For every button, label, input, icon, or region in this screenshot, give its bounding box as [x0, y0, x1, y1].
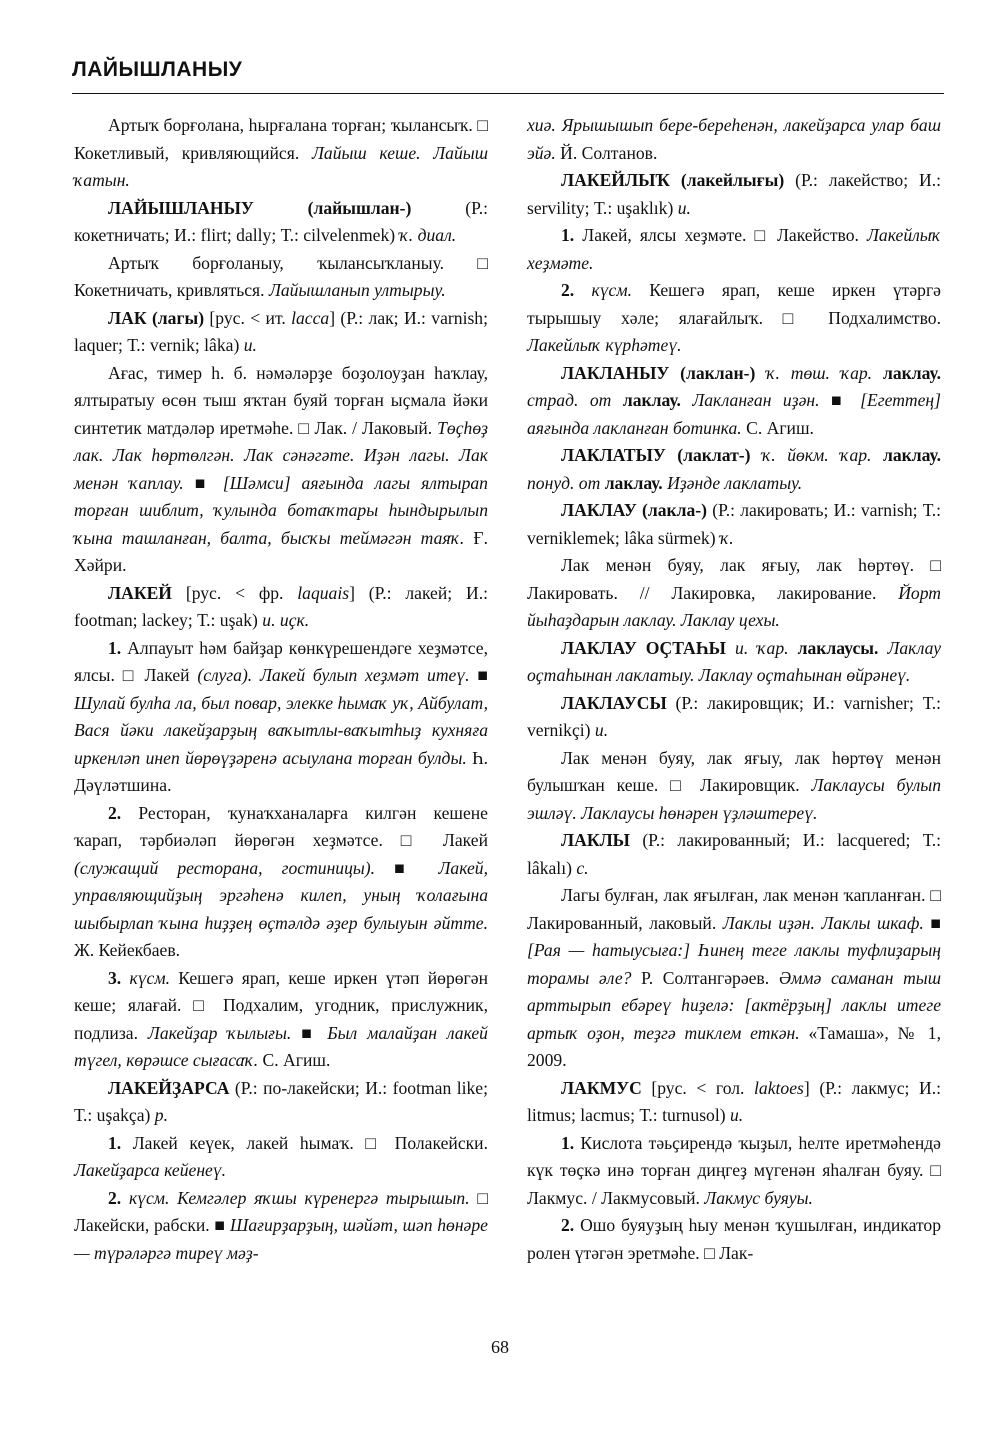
text-run: [рус. < фр. — [172, 582, 298, 603]
dictionary-paragraph — [527, 1212, 941, 1267]
bold-text: 3. — [108, 967, 122, 988]
text-run — [169, 1188, 177, 1208]
bold-text: ЛАК (лагы) — [108, 307, 205, 328]
italic-text: Лакмус буяуы. — [704, 1187, 813, 1208]
text-run: Лак менән буяу, лак яғыу, лак һөртөү. □ Лакировать. // Лакировка, лакирование. — [527, 555, 941, 603]
dictionary-paragraph — [527, 745, 941, 828]
italic-text: күсм. — [128, 1187, 170, 1208]
dictionary-paragraph — [527, 882, 941, 1075]
text-run: Артыҡ борғолана, һырғалана торған; ҡылансыҡ. □ Кокетливый, кривляющийся. — [74, 115, 488, 163]
text-run: Лакей, ялсы хеҙмәте. □ Лакейство. — [574, 225, 868, 245]
text-run — [789, 638, 798, 658]
text-run: □ Лакейски, рабски. — [74, 1187, 489, 1235]
text-run — [871, 445, 883, 465]
bold-text: ■ — [301, 1022, 318, 1043]
bold-text: 2. — [108, 802, 122, 823]
text-run: ] (Р.: лак; И.: varnish; laquer; Т.: vernik; lâka) — [74, 307, 488, 355]
bold-text: 2. — [108, 1187, 122, 1208]
text-run — [121, 968, 129, 988]
dictionary-paragraph — [74, 580, 488, 635]
text-run — [574, 280, 591, 300]
italic-text: [Рая — һатыусыға:] Һинең теге лаклы туфлиҙарың торамы әле? — [527, 940, 941, 988]
text-run: Лакей кеүек, лакей һымаҡ. □ Полакейски. — [121, 1132, 488, 1153]
dictionary-paragraph — [527, 442, 941, 497]
italic-text: laktoes — [754, 1077, 804, 1098]
right-column — [527, 112, 941, 1267]
text-run: Ж. Кейекбаев. — [74, 940, 181, 960]
italic-text: Лаклы иҙән. Лаклы шкаф. — [722, 912, 931, 933]
italic-text: Лакейлыҡ хеҙмәте. — [527, 225, 941, 273]
bold-text: ■ — [830, 390, 849, 410]
italic-text: (служащий ресторана, гостиницы). — [74, 857, 395, 878]
italic-text: Шағирҙарҙың, шәйәт, шәп һөнәре — түрәләргә тиреү мәҙ- — [74, 1215, 488, 1263]
bold-text: лаклау. — [882, 362, 941, 383]
text-run — [872, 363, 883, 383]
text-run: С. Агиш. — [741, 417, 814, 438]
italic-text: Лакейлыҡ күрһәтеү. — [527, 335, 682, 355]
text-run — [726, 638, 735, 658]
bold-text: 1. — [561, 225, 575, 245]
dictionary-paragraph — [74, 360, 488, 580]
bold-text: ЛАКЛАТЫУ (лаклат-) — [561, 445, 751, 465]
dictionary-paragraph — [527, 360, 941, 443]
text-run — [121, 1188, 129, 1208]
dictionary-paragraph — [74, 1185, 488, 1268]
bold-text: лаклаусы. — [797, 637, 879, 658]
italic-text: [Шәмси] аяғында лагы ялтырап торған шиблит, ҡулында ботаҡтары һындырылып ҡына ташланған, балта, бысҡы теймәгән таяҡ. — [74, 472, 488, 548]
text-run: Ғ. Хәйри. — [74, 527, 488, 575]
italic-text: Лайышланып ултырыу. — [268, 280, 446, 300]
bold-text: ■ — [214, 1215, 226, 1235]
italic-text: laquais — [297, 582, 350, 603]
text-run: [рус. < гол. — [641, 1077, 755, 1098]
bold-text: ■ — [477, 665, 488, 685]
text-run: [рус. < ит. — [204, 307, 292, 328]
italic-text: и. ҡар. — [735, 637, 789, 658]
text-run: Ағас, тимер һ. б. нәмәләрҙе боҙолоуҙан һаҡлау, ялтыратыу өсөн тыш яҡтан буяй торған ыҫмала йәки синтетик матдәләр иретмәһе. □ Лак. / Лаковый. — [74, 362, 488, 438]
text-run: Алпауыт һәм байҙар көнкүрешендәге хеҙмәтсе, ялсы. □ Лакей — [74, 637, 488, 685]
italic-text: и. — [243, 335, 257, 355]
text-run — [820, 390, 831, 410]
italic-text: Иҙәнде лаклатыу. — [667, 472, 803, 493]
text-run: Лак менән буяу, лак яғыу, лак һөртөү менән булышҡан кеше. □ Лакировщик. — [527, 747, 941, 795]
italic-text: Лаклау оҫтаһынан лаклатыу. Лаклау оҫтаһынан өйрәнеү. — [527, 637, 942, 685]
italic-text: и. — [730, 1105, 744, 1125]
dictionary-paragraph — [527, 497, 941, 552]
bold-text: ЛАЙЫШЛАНЫУ (лайышлан-) — [108, 197, 412, 218]
dictionary-paragraph — [527, 1130, 941, 1213]
text-run: (Р.: лакировщик; И.: varnisher; Т.: vernikçi) — [527, 692, 941, 740]
text-run — [611, 390, 622, 410]
text-run: ] (Р.: лакей; И.: footman; lackey; Т.: uşak) — [74, 582, 488, 630]
italic-text: Лакланған иҙән. — [692, 390, 820, 410]
header-rule — [72, 93, 944, 94]
text-run: Й. Солтанов. — [555, 142, 658, 163]
italic-text: Лакейҙар ҡылығы. — [147, 1022, 302, 1043]
italic-text: ҡ. йөкм. ҡар. — [762, 445, 872, 465]
text-run: Һ. Дәүләтшина. — [74, 747, 489, 795]
bold-text: лаклау. — [604, 472, 663, 493]
bold-text: ЛАКЛАУ (лакла-) — [561, 500, 708, 520]
italic-text: страд. от — [527, 390, 612, 410]
dictionary-paragraph — [74, 635, 488, 800]
text-run: Кешегә ярап, кеше иркен үтәп йөрөгән кеше; ялағай. □ Подхалим, угодник, прислужник, подлиза. — [74, 967, 488, 1043]
bold-text: лаклау. — [622, 390, 681, 410]
italic-text: и. — [594, 720, 609, 740]
italic-text: ҡ. — [719, 527, 734, 548]
running-head: ЛАЙЫШЛАНЫУ — [72, 58, 243, 81]
dictionary-paragraph — [527, 690, 941, 745]
left-column — [74, 112, 488, 1267]
bold-text: 1. — [561, 1132, 575, 1153]
text-run: Ресторан, ҡунаҡханаларға килгән кешене ҡарап, тәрбиәләп йөрөгән хеҙмәтсе. □ Лакей — [74, 802, 488, 850]
text-run: Р. Солтангәрәев. — [631, 967, 779, 988]
italic-text: Кемгәлер яҡшы күренергә тырышып. — [177, 1187, 470, 1208]
text-run — [755, 363, 766, 383]
text-run: Артыҡ борғоланыу, ҡылансыҡланыу. □ Кокетничать, кривляться. — [74, 252, 488, 300]
italic-text: Шулай булһа ла, был повар, элекке һымаҡ уҡ, Айбулат, Вася йәки лакейҙарҙың ваҡытлы-ваҡытһыҙ кухняға иркенләп инеп йөрөүҙәренә асыулана торған булды. — [74, 692, 488, 768]
italic-text: Лайыш кеше. Лайыш ҡатын. — [74, 142, 488, 190]
bold-text: ЛАКЛАУСЫ — [561, 692, 667, 713]
text-run: Кислота тәьҫирендә ҡыҙыл, һелте иретмәһендә күк төҫкә инә торған диңгеҙ мүгенән яһалған буяу. □ Лакмус. / Лакмусовый. — [527, 1132, 941, 1208]
italic-text: и. — [677, 197, 691, 218]
italic-text: [Егеттең] аяғында лакланған ботинка. — [527, 390, 941, 438]
italic-text: lacca — [291, 307, 330, 328]
bold-text: 2. — [561, 280, 575, 300]
bold-text: ЛАКЕЙҘАРСА — [108, 1077, 230, 1098]
italic-text: р. — [154, 1105, 168, 1125]
bold-text: ■ — [194, 472, 212, 493]
page-number: 68 — [491, 1337, 509, 1357]
bold-text: 2. — [561, 1215, 575, 1235]
bold-text: 1. — [108, 637, 122, 658]
dictionary-paragraph — [527, 112, 941, 167]
italic-text: күсм. — [591, 280, 632, 300]
bold-text: ■ — [394, 857, 420, 878]
text-run: «Тамаша», № 1, 2009. — [527, 1022, 942, 1070]
dictionary-paragraph — [74, 250, 488, 305]
text-run: Кешегә ярап, кеше иркен үтәргә тырышыу хәле; ялағайлыҡ. □ Подхалимство. — [527, 280, 941, 328]
bold-text: ЛАКЛАУ ОҪТАҺЫ — [561, 637, 726, 658]
italic-text: Лакей, управляющийҙың эргәһенә килеп, уның ҡолағына шыбырлап ҡына һиҙҙең өҫтәлдә әҙер булыуын әйтте. — [74, 857, 488, 933]
dictionary-paragraph — [74, 1075, 488, 1130]
dictionary-paragraph — [527, 277, 941, 360]
italic-text: хиә. Ярышышып бере-береһенән, лакейҙарса улар баш эйә. — [527, 115, 941, 163]
bold-text: 1. — [108, 1132, 122, 1153]
bold-text: лаклау. — [882, 445, 941, 465]
dictionary-paragraph — [527, 635, 941, 690]
dictionary-paragraph — [74, 1130, 488, 1185]
bold-text: ЛАКЕЙ — [108, 582, 172, 603]
dictionary-paragraph — [74, 965, 488, 1075]
italic-text: күсм. — [129, 967, 170, 988]
bold-text: ЛАКМУС — [561, 1077, 642, 1098]
dictionary-paragraph — [527, 827, 941, 882]
dictionary-paragraph — [74, 195, 488, 250]
dictionary-paragraph — [527, 1075, 941, 1130]
text-run: ] (Р.: лакмус; И.: litmus; lacmus; Т.: turnusol) — [527, 1077, 941, 1125]
dictionary-paragraph — [74, 800, 488, 965]
italic-text: с. — [576, 857, 589, 878]
text-run: (Р.: лакейство; И.: servility; Т.: uşaklık) — [527, 170, 941, 218]
text-run — [751, 445, 763, 465]
bold-text: ЛАКЛАНЫУ (лаклан-) — [561, 362, 756, 383]
bold-text: ЛАКЛЫ — [561, 830, 630, 850]
italic-text: и. иҫк. — [262, 610, 310, 630]
text-run: (Р.: по-лакейски; И.: footman like; Т.: uşakça) — [74, 1077, 488, 1125]
italic-text: Был малайҙан лакей түгел, көрәшсе сығасаҡ. — [74, 1022, 488, 1070]
bold-text: ЛАКЕЙЛЫҠ (лакейлығы) — [561, 170, 785, 190]
italic-text: Төҫһөҙ лак. Лак һөртөлгән. Лак сәнәгәте. Иҙән лагы. Лак менән ҡаплау. — [74, 417, 488, 493]
dictionary-paragraph — [74, 305, 488, 360]
text-run: (Р.: лакировать; И.: varnish; Т.: verniklemek; lâka sürmek) — [527, 500, 942, 548]
text-run: (Р.: кокетничать; И.: flirt; dally; Т.: cilvelenmek) — [74, 197, 488, 245]
italic-text: ҡ. төш. ҡар. — [766, 362, 873, 383]
text-run: Ошо буяуҙың һыу менән ҡушылған, индикатор ролен үтәгән эретмәһе. □ Лак- — [527, 1215, 941, 1263]
text-run: Лагы булған, лак яғылған, лак менән ҡапланған. □ Лакированный, лаковый. — [527, 885, 941, 933]
italic-text: понуд. от — [527, 472, 601, 493]
dictionary-paragraph — [527, 552, 941, 635]
italic-text: Лаклаусы булып эшләү. Лаклаусы һөнәрен үҙләштереү. — [527, 775, 941, 823]
bold-text: ■ — [930, 912, 941, 933]
italic-text: (слуга). Лакей булып хеҙмәт итеү. — [197, 665, 478, 685]
dictionary-paragraph — [527, 222, 941, 277]
italic-text: Лакейҙарса кейенеү. — [74, 1160, 227, 1180]
text-run: (Р.: лакированный; И.: lacquered; Т.: lâkalı) — [527, 830, 941, 878]
text-run — [681, 390, 692, 410]
dictionary-paragraph — [527, 167, 941, 222]
italic-text: Йорт йыһаҙдарын лаклау. Лаклау цехы. — [527, 582, 941, 630]
dictionary-paragraph — [74, 112, 488, 195]
italic-text: ҡ. диал. — [399, 225, 457, 245]
italic-text: Әммә саманан тыш арттырып ебәреү һиҙелә: [актёрҙың] лаклы итеге артыҡ оҙон, теҙгә тиклем еткән. — [527, 967, 941, 1043]
text-run: С. Агиш. — [258, 1050, 331, 1070]
